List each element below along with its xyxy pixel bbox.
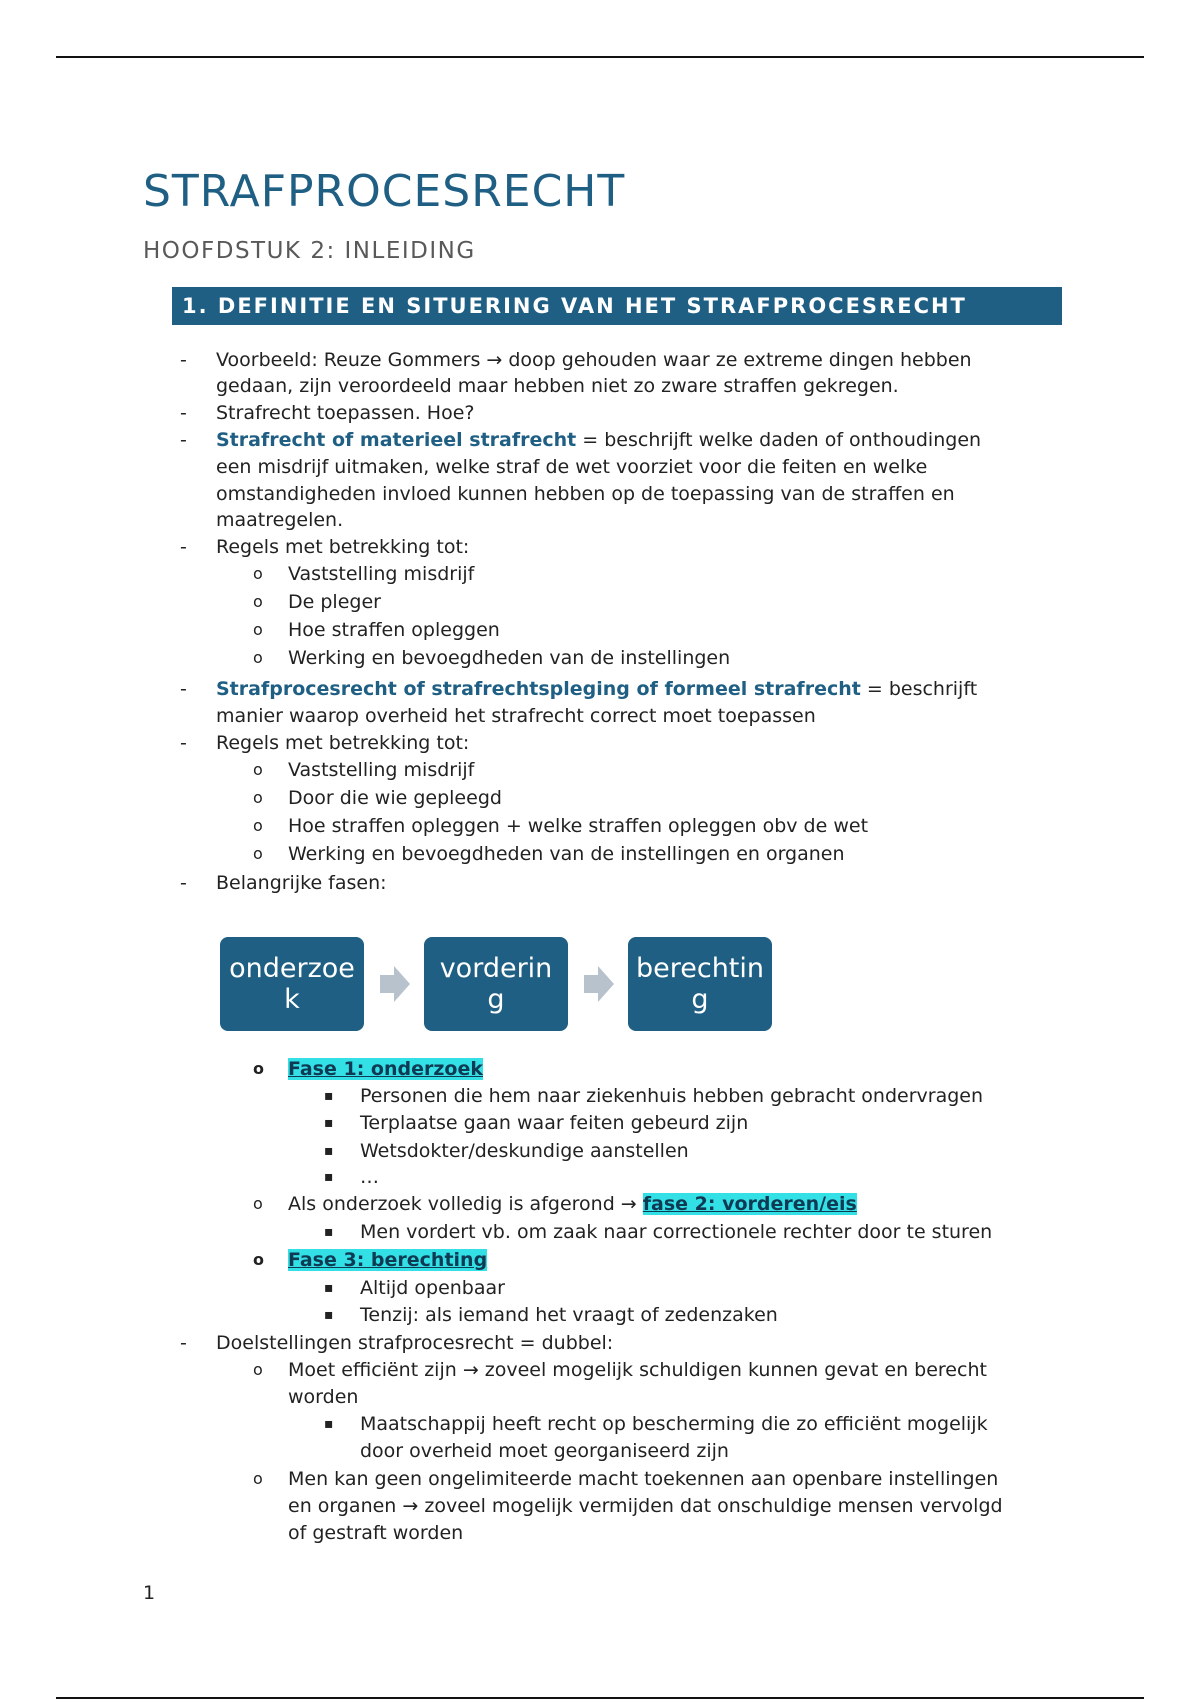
square-bullet: ▪ (324, 1307, 334, 1323)
sub-list-item-continued: of gestraft worden (288, 1522, 464, 1544)
section-heading: 1. DEFINITIE EN SITUERING VAN HET STRAFPROCESRECHT (172, 287, 1062, 325)
flow-step-berechting: berechtin g (628, 937, 772, 1031)
phase-detail: … (360, 1166, 379, 1188)
arrow-right-icon (394, 966, 410, 1002)
dash-bullet: - (180, 349, 187, 371)
sub-list-item-continued: worden (288, 1386, 359, 1408)
sub-sub-list-item-continued: door overheid moet georganiseerd zijn (360, 1440, 729, 1462)
square-bullet: ▪ (324, 1224, 334, 1240)
square-bullet: ▪ (324, 1115, 334, 1131)
flow-step-vordering: vorderin g (424, 937, 568, 1031)
list-item: Belangrijke fasen: (216, 872, 387, 894)
phase-item (288, 1191, 857, 1217)
square-bullet: ▪ (324, 1169, 334, 1185)
circle-bullet: o (253, 788, 263, 807)
sub-list-item: Vaststelling misdrijf (288, 759, 475, 781)
circle-bullet: o (253, 844, 263, 863)
header-rule (56, 56, 1144, 58)
list-item-continued: een misdrijf uitmaken, welke straf de wet voorziet voor die feiten en welke (216, 456, 928, 478)
term-keyword: Strafprocesrecht of strafrechtspleging of formeel strafrecht (216, 678, 861, 700)
phase-detail: Men vordert vb. om zaak naar correctionele rechter door te sturen (360, 1221, 993, 1243)
square-bullet: ▪ (324, 1088, 334, 1104)
dash-bullet: - (180, 429, 187, 451)
list-item-continued: gedaan, zijn veroordeeld maar hebben niet zo zware straffen gekregen. (216, 375, 899, 397)
square-bullet: ▪ (324, 1143, 334, 1159)
sub-list-item: Men kan geen ongelimiteerde macht toekennen aan openbare instellingen (288, 1468, 999, 1490)
list-item-continued: omstandigheden invloed kunnen hebben op de toepassing van de straffen en (216, 483, 955, 505)
dash-bullet: - (180, 1332, 187, 1354)
footer-rule (56, 1697, 1144, 1699)
flow-step-onderzoek: onderzoe k (220, 937, 364, 1031)
dash-bullet: - (180, 872, 187, 894)
sub-list-item: Door die wie gepleegd (288, 787, 502, 809)
phase-item (288, 1056, 483, 1082)
list-item-continued: manier waarop overheid het strafrecht correct moet toepassen (216, 705, 816, 727)
circle-bullet: o (253, 760, 263, 779)
sub-list-item-continued: en organen → zoveel mogelijk vermijden dat onschuldige mensen vervolgd (288, 1495, 1003, 1517)
dash-bullet: - (180, 536, 187, 558)
circle-bullet: o (253, 1194, 263, 1213)
phase-item (288, 1247, 487, 1273)
highlighted-phase: fase 2: vorderen/eis (642, 1193, 857, 1215)
highlighted-phase: Fase 1: onderzoek (288, 1058, 484, 1080)
phase-detail: Terplaatse gaan waar feiten gebeurd zijn (360, 1112, 749, 1134)
sub-list-item: De pleger (288, 591, 381, 613)
circle-bullet: o (253, 1360, 263, 1379)
circle-bullet: o (253, 564, 263, 583)
circle-bullet: o (253, 648, 263, 667)
list-item: Doelstellingen strafprocesrecht = dubbel: (216, 1332, 614, 1354)
circle-bullet: o (253, 816, 263, 835)
list-item: Regels met betrekking tot: (216, 732, 470, 754)
dash-bullet: - (180, 732, 187, 754)
phase-detail: Wetsdokter/deskundige aanstellen (360, 1140, 689, 1162)
sub-sub-list-item: Maatschappij heeft recht op bescherming die zo efficiënt mogelijk (360, 1413, 988, 1435)
list-item: Voorbeeld: Reuze Gommers → doop gehouden waar ze extreme dingen hebben (216, 349, 972, 371)
highlighted-phase: Fase 3: berechting (288, 1249, 488, 1271)
chapter-heading: HOOFDSTUK 2: INLEIDING (143, 238, 476, 264)
sub-list-item: Werking en bevoegdheden van de instellingen en organen (288, 843, 845, 865)
term-keyword: Strafrecht of materieel strafrecht (216, 429, 577, 451)
list-item: Strafrecht toepassen. Hoe? (216, 402, 475, 424)
circle-bullet: o (253, 1059, 264, 1078)
phase-detail: Altijd openbaar (360, 1277, 505, 1299)
page-number: 1 (143, 1582, 156, 1604)
circle-bullet: o (253, 1469, 263, 1488)
dash-bullet: - (180, 678, 187, 700)
square-bullet: ▪ (324, 1280, 334, 1296)
sub-list-item: Werking en bevoegdheden van de instellingen (288, 647, 731, 669)
list-item-continued: maatregelen. (216, 509, 344, 531)
phase-intro: Als onderzoek volledig is afgerond → (288, 1193, 643, 1215)
definition-text: = beschrijft (860, 678, 978, 700)
phase-detail: Personen die hem naar ziekenhuis hebben gebracht ondervragen (360, 1085, 984, 1107)
circle-bullet: o (253, 592, 263, 611)
dash-bullet: - (180, 402, 187, 424)
document-title: STRAFPROCESRECHT (143, 166, 626, 217)
list-item (216, 676, 977, 702)
sub-list-item: Vaststelling misdrijf (288, 563, 475, 585)
sub-list-item: Hoe straffen opleggen (288, 619, 500, 641)
phase-detail: Tenzij: als iemand het vraagt of zedenzaken (360, 1304, 778, 1326)
arrow-right-icon (598, 966, 614, 1002)
sub-list-item: Moet efficiënt zijn → zoveel mogelijk schuldigen kunnen gevat en berecht (288, 1359, 987, 1381)
list-item (216, 427, 981, 453)
square-bullet: ▪ (324, 1416, 334, 1432)
definition-text: = beschrijft welke daden of onthoudingen (576, 429, 982, 451)
sub-list-item: Hoe straffen opleggen + welke straffen opleggen obv de wet (288, 815, 869, 837)
circle-bullet: o (253, 620, 263, 639)
circle-bullet: o (253, 1250, 264, 1269)
list-item: Regels met betrekking tot: (216, 536, 470, 558)
